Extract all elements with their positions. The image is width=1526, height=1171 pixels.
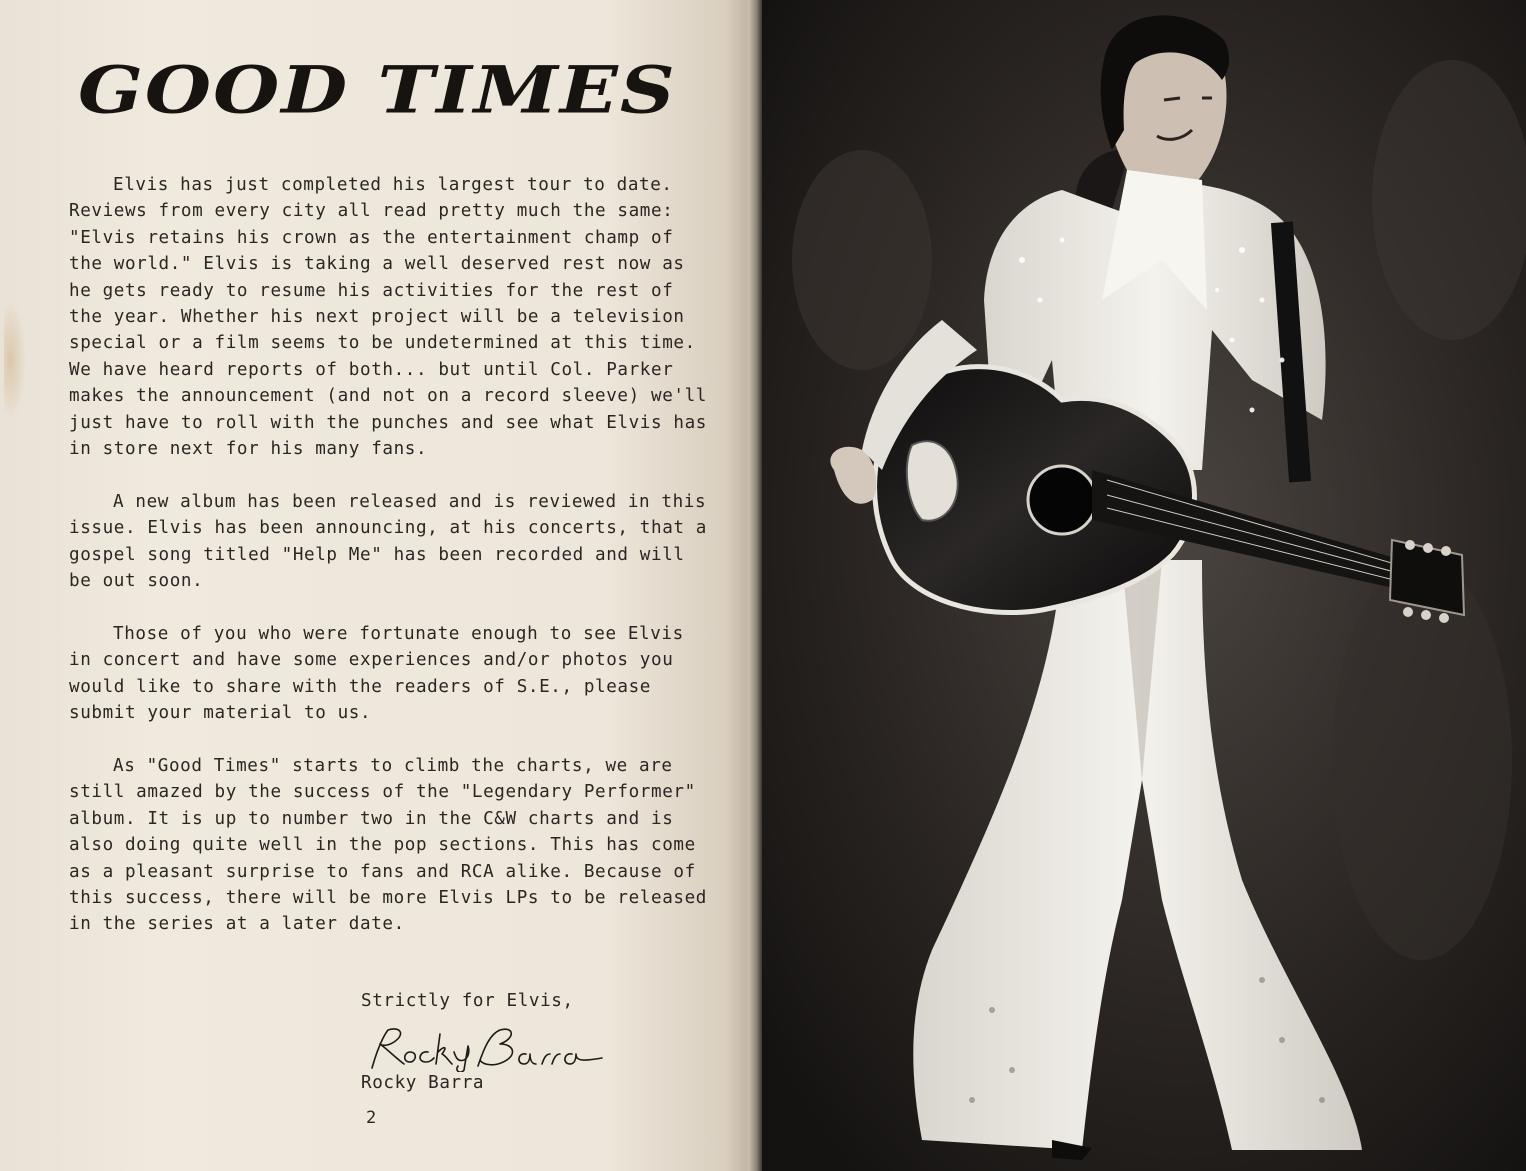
signoff: Strictly for Elvis, <box>361 991 574 1011</box>
page-title: GOOD TIMES <box>78 52 677 128</box>
performer-with-guitar-photo <box>762 0 1526 1171</box>
article-paragraph-1: Elvis has just completed his largest tour to date. Reviews from every city all read pretty much the same: "Elvis retains his crown as the entertainment champ of the world." Elvis is taking a well deserved rest now as he gets ready to resume his activities for the rest of the year. Whether his next project will be a television special or a film seems to be undetermined at this time. We have heard reports of both... but until Col. Parker makes the announcement (and not on a record sleeve) we'll just have to roll with the punches and see what Elvis has in store next for his many fans. <box>69 175 707 460</box>
right-page <box>762 0 1526 1171</box>
page-gutter <box>748 0 762 1171</box>
left-page <box>0 0 756 1171</box>
article-paragraph-4: As "Good Times" starts to climb the charts, we are still amazed by the success of the "Legendary Performer" album. It is up to number two in the C&W charts and is also doing quite well in the pop sections. This has come as a pleasant surprise to fans and RCA alike. Because of this success, there will be more Elvis LPs to be released in the series at a later date. <box>69 755 707 935</box>
page-number: 2 <box>366 1108 377 1128</box>
signer-name: Rocky Barra <box>361 1073 485 1093</box>
article-paragraph-2: A new album has been released and is reviewed in this issue. Elvis has been announcing, at his concerts, that a gospel song titled "Help Me" has been recorded and will be out soon. <box>69 491 707 592</box>
article-body <box>69 172 709 964</box>
handwritten-signature <box>366 1024 606 1072</box>
article-paragraph-3: Those of you who were fortunate enough to see Elvis in concert and have some experiences and/or photos you would like to share with the readers of S.E., please submit your material to us. <box>69 623 684 724</box>
